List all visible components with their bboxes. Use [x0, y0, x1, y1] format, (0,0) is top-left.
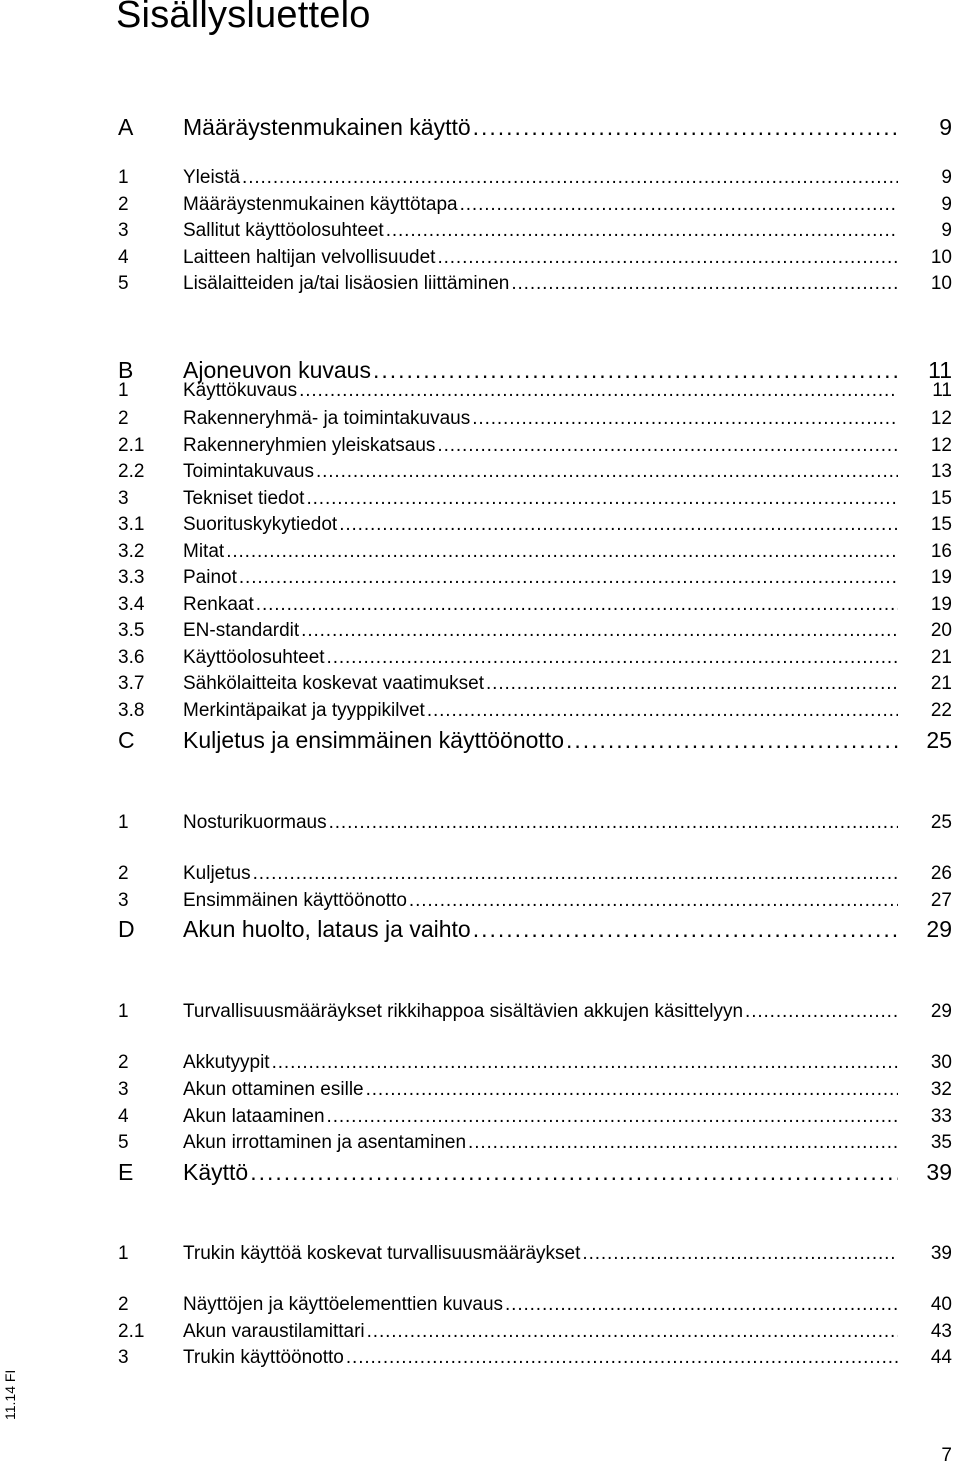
dot-leader — [306, 488, 898, 510]
toc-entry-number: 3.4 — [118, 594, 145, 615]
toc-entry[interactable] — [0, 1132, 960, 1162]
dot-leader — [437, 435, 898, 457]
toc-entry-title: Käyttökuvaus — [183, 380, 298, 401]
toc-entry-page: 40 — [930, 1294, 952, 1315]
toc-entry-title: Suorituskykytiedot — [183, 514, 338, 535]
toc-entry-title: Ensimmäinen käyttöönotto — [183, 890, 407, 911]
toc-entry-page: 11 — [932, 380, 952, 401]
toc-entry-title: Rakenneryhmien yleiskatsaus — [183, 435, 436, 456]
toc-entry-title: Kuljetus — [183, 863, 251, 884]
toc-entry-page: 19 — [930, 567, 952, 588]
dot-leader — [460, 194, 898, 216]
toc-entry-page: 22 — [930, 700, 952, 721]
dot-leader — [329, 812, 898, 834]
toc-entry-number: 3 — [118, 890, 129, 911]
toc-entry-page: 44 — [930, 1347, 952, 1368]
toc-entry-page: 15 — [930, 514, 952, 535]
toc-entry-page: 15 — [930, 488, 952, 509]
toc-entry-number: 2.1 — [118, 1321, 145, 1342]
toc-entry-number: 3.7 — [118, 673, 145, 694]
toc-entry-number: 3 — [118, 488, 129, 509]
toc-entry[interactable] — [0, 167, 960, 197]
toc-entry-title: Akun huolto, lataus ja vaihto — [183, 916, 471, 942]
toc-entry-title: Näyttöjen ja käyttöelementtien kuvaus — [183, 1294, 504, 1315]
dot-leader — [346, 1347, 898, 1369]
page-number: 7 — [941, 1445, 952, 1466]
toc-entry-number: 3.1 — [118, 514, 145, 535]
toc-entry-number: 4 — [118, 247, 129, 268]
toc-entry-page: 21 — [930, 673, 952, 694]
toc-entry-number: 1 — [118, 1243, 129, 1264]
dot-leader — [301, 620, 898, 642]
dot-leader — [339, 514, 898, 536]
toc-entry-title: Sallitut käyttöolosuhteet — [183, 220, 384, 241]
toc-entry-title: Akun ottaminen esille — [183, 1079, 364, 1100]
dot-leader — [566, 727, 898, 754]
toc-entry-number: C — [118, 727, 135, 753]
toc-entry-page: 35 — [930, 1132, 952, 1153]
toc-entry-page: 27 — [930, 890, 952, 911]
toc-entry-page: 9 — [941, 194, 952, 215]
toc-entry-title: Sähkölaitteita koskevat vaatimukset — [183, 673, 484, 694]
dot-leader — [366, 1079, 898, 1101]
toc-entry-number: 5 — [118, 1132, 129, 1153]
toc-entry-page: 9 — [941, 167, 952, 188]
toc-entry-page: 10 — [930, 247, 952, 268]
toc-entry-page: 9 — [939, 114, 952, 140]
toc-entry-title: Painot — [183, 567, 237, 588]
dot-leader — [505, 1294, 898, 1316]
toc-entry-page: 30 — [930, 1052, 952, 1073]
toc-entry-page: 16 — [930, 541, 952, 562]
toc-entry[interactable] — [0, 673, 960, 703]
toc-entry-title: Rakenneryhmä- ja toimintakuvaus — [183, 408, 471, 429]
dot-leader — [256, 594, 898, 616]
toc-entry-number: 3 — [118, 1347, 129, 1368]
toc-entry-number: 3.3 — [118, 567, 145, 588]
toc-entry-page: 20 — [930, 620, 952, 641]
toc-entry-number: 3.8 — [118, 700, 145, 721]
toc-entry-number: 3.6 — [118, 647, 145, 668]
toc-entry-number: 1 — [118, 167, 129, 188]
toc-entry[interactable] — [0, 1243, 960, 1273]
dot-leader — [473, 916, 898, 943]
toc-entry[interactable] — [0, 1294, 960, 1324]
toc-entry-number: 4 — [118, 1106, 129, 1127]
toc-entry[interactable] — [0, 273, 960, 303]
toc-entry-page: 32 — [930, 1079, 952, 1100]
toc-entry-title: Trukin käyttöönotto — [183, 1347, 344, 1368]
toc-entry[interactable] — [0, 1001, 960, 1031]
toc-entry-number: 1 — [118, 1001, 129, 1022]
toc-entry-number: 5 — [118, 273, 129, 294]
toc-entry-title: Merkintäpaikat ja tyyppikilvet — [183, 700, 425, 721]
dot-leader — [242, 167, 898, 189]
toc-entry-number: 2 — [118, 408, 129, 429]
toc-entry-title: Määräystenmukainen käyttö — [183, 114, 471, 140]
toc-entry[interactable] — [0, 567, 960, 597]
toc-entry-page: 29 — [926, 916, 952, 942]
toc-entry-title: Yleistä — [183, 167, 241, 188]
toc-entry-number: 3 — [118, 1079, 129, 1100]
dot-leader — [486, 673, 898, 695]
toc-entry[interactable] — [0, 514, 960, 544]
toc-section-entry[interactable] — [0, 727, 960, 757]
toc-entry-title: Akun irrottaminen ja asentaminen — [183, 1132, 467, 1153]
toc-entry-title: Tekniset tiedot — [183, 488, 305, 509]
toc-entry-title: Kuljetus ja ensimmäinen käyttöönotto — [183, 727, 564, 753]
toc-entry[interactable] — [0, 461, 960, 491]
toc-entry-page: 39 — [926, 1159, 952, 1185]
toc-entry-page: 25 — [930, 812, 952, 833]
dot-leader — [239, 567, 898, 589]
page-title: Sisällysluettelo — [116, 0, 371, 36]
dot-leader — [299, 380, 898, 402]
toc-entry[interactable] — [0, 1052, 960, 1082]
toc-entry-number: E — [118, 1159, 134, 1185]
toc-entry-title: Akun lataaminen — [183, 1106, 325, 1127]
toc-entry-title: Turvallisuusmääräykset rikkihappoa sisältävien akkujen käsittelyyn — [183, 1001, 744, 1022]
dot-leader — [409, 890, 898, 912]
toc-entry-number: A — [118, 114, 134, 140]
toc-entry-number: 1 — [118, 380, 129, 401]
toc-entry-number: 2 — [118, 863, 129, 884]
toc-entry-number: 2 — [118, 1052, 129, 1073]
dot-leader — [511, 273, 898, 295]
toc-entry[interactable] — [0, 408, 960, 438]
toc-entry-title: EN-standardit — [183, 620, 300, 641]
toc-entry-title: Trukin käyttöä koskevat turvallisuusmääräykset — [183, 1243, 581, 1264]
toc-entry-title: Akun varaustilamittari — [183, 1321, 365, 1342]
dot-leader — [427, 700, 898, 722]
toc-entry-page: 26 — [930, 863, 952, 884]
dot-leader — [472, 408, 898, 430]
toc-entry-title: Käyttöolosuhteet — [183, 647, 325, 668]
toc-entry-title: Mitat — [183, 541, 225, 562]
toc-entry-page: 39 — [930, 1243, 952, 1264]
toc-entry-number: 3 — [118, 220, 129, 241]
dot-leader — [582, 1243, 898, 1265]
dot-leader — [473, 114, 898, 141]
toc-section-entry[interactable] — [0, 916, 960, 946]
toc-entry[interactable] — [0, 812, 960, 842]
toc-entry-title: Käyttö — [183, 1159, 249, 1185]
dot-leader — [327, 1106, 898, 1128]
toc-entry-title: Ajoneuvon kuvaus — [183, 357, 371, 383]
dot-leader — [272, 1052, 898, 1074]
toc-entry-number: 2.1 — [118, 435, 145, 456]
toc-entry-page: 10 — [930, 273, 952, 294]
toc-entry-number: 2 — [118, 194, 129, 215]
toc-entry-number: 2 — [118, 1294, 129, 1315]
toc-entry[interactable] — [0, 863, 960, 893]
toc-entry-title: Nosturikuormaus — [183, 812, 327, 833]
dot-leader — [367, 1321, 898, 1343]
dot-leader — [250, 1159, 898, 1186]
toc-entry[interactable] — [0, 220, 960, 250]
toc-entry-title: Toimintakuvaus — [183, 461, 314, 482]
dot-leader — [226, 541, 898, 563]
dot-leader — [316, 461, 898, 483]
toc-entry-title: Määräystenmukainen käyttötapa — [183, 194, 458, 215]
toc-entry-title: Renkaat — [183, 594, 254, 615]
toc-entry[interactable] — [0, 1079, 960, 1109]
dot-leader — [437, 247, 898, 269]
toc-entry[interactable] — [0, 1347, 960, 1377]
dot-leader — [468, 1132, 898, 1154]
toc-section-entry[interactable] — [0, 1159, 960, 1189]
toc-entry-page: 19 — [930, 594, 952, 615]
toc-entry[interactable] — [0, 620, 960, 650]
toc-entry-number: B — [118, 357, 134, 383]
toc-entry-page: 13 — [930, 461, 952, 482]
toc-entry-number: D — [118, 916, 135, 942]
toc-entry-title: Akkutyypit — [183, 1052, 270, 1073]
toc-entry-page: 11 — [928, 357, 952, 383]
toc-entry-number: 2.2 — [118, 461, 145, 482]
document-version-code: 11.14 FI — [2, 1369, 18, 1420]
toc-entry-number: 3.2 — [118, 541, 145, 562]
dot-leader — [745, 1001, 898, 1023]
toc-entry-page: 9 — [941, 220, 952, 241]
toc-entry-page: 33 — [930, 1106, 952, 1127]
toc-entry-page: 29 — [930, 1001, 952, 1022]
toc-entry-number: 3.5 — [118, 620, 145, 641]
dot-leader — [327, 647, 898, 669]
toc-entry-title: Lisälaitteiden ja/tai lisäosien liittäminen — [183, 273, 510, 294]
toc-section-entry[interactable] — [0, 114, 960, 144]
toc-entry-page: 12 — [930, 408, 952, 429]
toc-entry-number: 1 — [118, 812, 129, 833]
toc-entry-page: 12 — [930, 435, 952, 456]
dot-leader — [253, 863, 898, 885]
toc-entry[interactable] — [0, 380, 960, 410]
toc-entry-title: Laitteen haltijan velvollisuudet — [183, 247, 436, 268]
toc-entry-page: 43 — [930, 1321, 952, 1342]
toc-entry-page: 21 — [930, 647, 952, 668]
toc-entry-page: 25 — [926, 727, 952, 753]
toc-entry[interactable] — [0, 700, 960, 730]
dot-leader — [386, 220, 898, 242]
